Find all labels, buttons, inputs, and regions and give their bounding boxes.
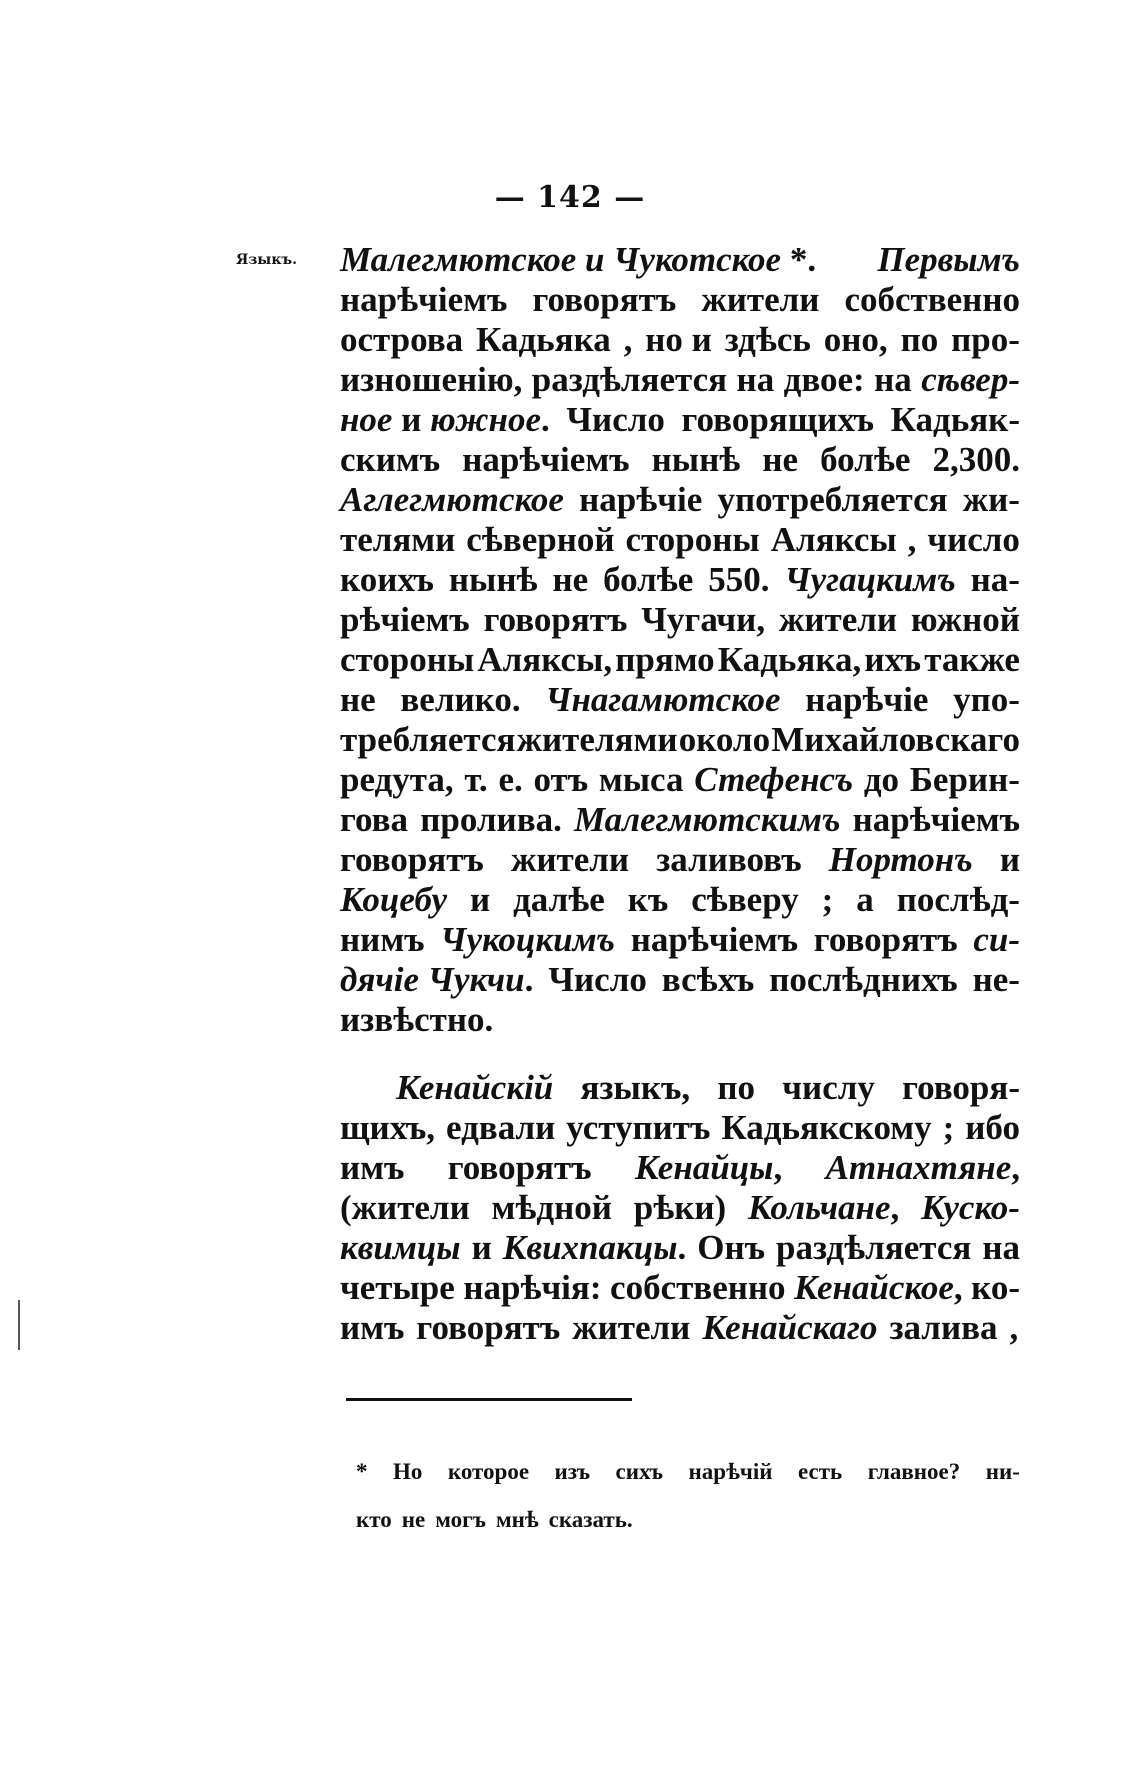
text-line: [340, 720, 1020, 760]
word: едвали: [446, 1108, 556, 1147]
text-line: [340, 520, 1020, 560]
word: а: [856, 880, 874, 919]
word: Кенайское,: [794, 1268, 963, 1307]
text-line: [340, 920, 1020, 960]
word: числу: [782, 1068, 875, 1107]
word: Куско-: [921, 1188, 1020, 1227]
word: четыре: [340, 1268, 455, 1307]
word: упо-: [953, 680, 1020, 719]
text-line: [340, 960, 1020, 1000]
word: Нортонъ: [828, 840, 973, 879]
text-line: [340, 880, 1020, 920]
text-line: [340, 800, 1020, 840]
text-line: [340, 280, 1020, 320]
margin-note: Языкъ.: [236, 252, 298, 268]
word: южной: [910, 600, 1020, 639]
word: нарѣчіемъ: [852, 800, 1020, 839]
word: Берин-: [909, 760, 1020, 799]
word: острова: [340, 320, 464, 359]
word: про-: [951, 320, 1020, 359]
footnote-divider: [346, 1398, 632, 1401]
word: не: [340, 680, 376, 719]
word: Атнахтяне,: [825, 1148, 1020, 1187]
footnote-word: изъ: [554, 1459, 591, 1484]
word: собственно: [844, 280, 1020, 319]
word: нарѣчіе: [579, 480, 703, 519]
word: ихъ: [864, 640, 922, 679]
word: собственно: [610, 1268, 786, 1307]
word: сѣверной: [466, 520, 615, 559]
word: нарѣчіемъ: [462, 440, 630, 479]
word: но и: [645, 320, 712, 359]
word: щихъ,: [340, 1108, 436, 1147]
word: редута,: [340, 760, 454, 799]
word: жители: [701, 280, 820, 319]
word: болѣе: [820, 440, 911, 479]
word: и: [471, 1228, 492, 1267]
text-line: [340, 640, 1020, 680]
word: Онъ: [697, 1228, 766, 1267]
text-line: [340, 400, 1020, 440]
word: дячіе Чукчи.: [340, 960, 534, 999]
word: т.: [464, 760, 488, 799]
word: далѣе: [513, 880, 605, 919]
word: не: [762, 440, 799, 479]
text-line: [340, 360, 1020, 400]
word: Первымъ: [877, 240, 1020, 279]
word: нынѣ: [448, 560, 538, 599]
word: Кольчане,: [748, 1188, 900, 1227]
footnote-word: *: [356, 1459, 368, 1484]
word: телями: [340, 520, 456, 559]
word: велико.: [400, 680, 521, 719]
footnote-word: Но: [393, 1459, 423, 1484]
word: раздѣляется: [531, 360, 728, 399]
word: жители: [778, 600, 898, 639]
word: языкъ,: [580, 1068, 691, 1107]
word: по: [717, 1068, 756, 1107]
word: изношенію,: [340, 360, 523, 399]
word: рѣки): [633, 1188, 727, 1227]
word: и: [999, 840, 1020, 879]
word: Коцебу: [340, 880, 447, 919]
word: говорятъ: [813, 920, 958, 959]
word: здѣсь: [724, 320, 811, 359]
word: болѣе: [603, 560, 694, 599]
word: говорятъ: [416, 1308, 561, 1347]
word: говорятъ: [340, 840, 484, 879]
word: нимъ: [340, 920, 425, 959]
word: Чукоцкимъ: [440, 920, 615, 959]
word: мѣдной: [491, 1188, 612, 1227]
word: послѣднихъ: [769, 960, 958, 999]
word: стороны: [625, 520, 760, 559]
footnote-word: сказать.: [548, 1507, 633, 1532]
footnote-word: могъ: [435, 1507, 486, 1532]
text-line: [340, 1228, 1020, 1268]
word: жители: [572, 1308, 691, 1347]
word: Аляксы: [770, 520, 897, 559]
word: 550.: [708, 560, 770, 599]
text-line: [340, 1268, 1020, 1308]
word: къ: [627, 880, 669, 919]
word: говорятъ: [447, 1148, 592, 1187]
footnote-word: которое: [447, 1459, 530, 1484]
word: Чугачи,: [641, 600, 766, 639]
text-line: [340, 1000, 1020, 1040]
word: прямо: [615, 640, 715, 679]
word: отъ: [533, 760, 589, 799]
word: жи-: [962, 480, 1020, 519]
word: мыса: [598, 760, 684, 799]
word: стороны: [340, 640, 475, 679]
word: не: [552, 560, 589, 599]
word: квимцы: [340, 1228, 461, 1267]
word: ибо: [965, 1108, 1020, 1147]
text-line: [340, 240, 1020, 280]
word: двое:: [783, 360, 865, 399]
text-line: [340, 320, 1020, 360]
word: Чугацкимъ: [784, 560, 956, 599]
word: говоря-: [902, 1068, 1020, 1107]
text-line: [340, 560, 1020, 600]
word: говорятъ: [483, 600, 628, 639]
text-line: [340, 600, 1020, 640]
footnote-word: не: [401, 1507, 426, 1532]
word: Кадьякскому: [721, 1108, 932, 1147]
page-number: — 142 —: [494, 180, 646, 215]
word: рѣчіемъ: [340, 600, 470, 639]
word: до: [863, 760, 900, 799]
text-line: [340, 760, 1020, 800]
text-line: [340, 680, 1020, 720]
word: число: [927, 520, 1020, 559]
word: ,: [907, 520, 917, 559]
word: говорящихъ: [681, 400, 874, 439]
word: нарѣчіе: [805, 680, 929, 719]
word: коихъ: [340, 560, 434, 599]
word: на: [982, 1228, 1020, 1267]
word: не-: [972, 960, 1020, 999]
word: Число: [566, 400, 665, 439]
word: Чнагамютское: [545, 680, 781, 719]
scan-edge-mark: [18, 1300, 20, 1350]
footnote-word: нарѣчій: [688, 1459, 773, 1484]
word: употребляется: [717, 480, 948, 519]
word: Малегмютское и Чукотское *.: [340, 240, 817, 279]
text-line: [340, 1108, 1020, 1148]
word: на: [736, 360, 775, 399]
word: Малегмютскимъ: [574, 800, 841, 839]
word: жители: [510, 840, 630, 879]
footnote-line: [356, 1448, 1020, 1496]
word: нынѣ: [651, 440, 741, 479]
word: ное и южное.: [340, 400, 550, 439]
word: всѣхъ: [661, 960, 755, 999]
word: по: [900, 320, 939, 359]
word: Михайловскаго: [771, 720, 1020, 759]
word: Кадьяк-: [890, 400, 1020, 439]
word: (жители: [340, 1188, 470, 1227]
text-line: [340, 440, 1020, 480]
word: также: [924, 640, 1020, 679]
word: Кенайскаго: [702, 1308, 878, 1347]
footnote: [356, 1448, 1020, 1544]
word: и: [469, 880, 491, 919]
word: пролива.: [420, 800, 562, 839]
text-line: [340, 480, 1020, 520]
word: Квихпакцы.: [502, 1228, 687, 1267]
word: жителями: [516, 720, 678, 759]
word: Аглегмютское: [340, 480, 564, 519]
word: на-: [970, 560, 1020, 599]
word: си-: [973, 920, 1020, 959]
text-line: [340, 1068, 1020, 1108]
footnote-word: сихъ: [615, 1459, 664, 1484]
text-line: [340, 840, 1020, 880]
word: Кадьяка,: [717, 640, 862, 679]
word: Кадьяка: [476, 320, 611, 359]
word: раздѣляется: [776, 1228, 972, 1267]
word: ко-: [971, 1268, 1020, 1307]
word: Число: [548, 960, 647, 999]
footnote-line: [356, 1496, 1020, 1544]
word: уступитъ: [566, 1108, 711, 1147]
word: ,: [1009, 1308, 1019, 1347]
footnote-word: есть: [798, 1459, 843, 1484]
footnote-word: главное?: [867, 1459, 961, 1484]
word: нарѣчіемъ: [630, 920, 799, 959]
text-line: [340, 1148, 1020, 1188]
word: Кенайцы,: [634, 1148, 783, 1187]
word: гова: [340, 800, 409, 839]
text-line: [340, 1188, 1020, 1228]
word: извѣстно.: [340, 1000, 494, 1039]
word: около: [678, 720, 771, 759]
word: Стефенсъ: [694, 760, 854, 799]
word: скимъ: [340, 440, 441, 479]
word: говорятъ: [532, 280, 677, 319]
word: сѣверу: [691, 880, 799, 919]
word: ,: [623, 320, 633, 359]
word: послѣд-: [896, 880, 1020, 919]
word: имъ: [340, 1308, 405, 1347]
word: требляется: [340, 720, 516, 759]
word: нарѣчія:: [463, 1268, 602, 1307]
word: ;: [942, 1108, 955, 1147]
body-text: [340, 240, 1020, 1348]
word: имъ: [340, 1148, 405, 1187]
footnote-word: мнѣ: [495, 1507, 539, 1532]
word: Аляксы,: [477, 640, 613, 679]
word: е.: [498, 760, 523, 799]
word: сѣвер-: [921, 360, 1020, 399]
word: Кенайскій: [396, 1068, 554, 1107]
footnote-word: ни-: [985, 1459, 1020, 1484]
word: ;: [821, 880, 834, 919]
text-line: [340, 1308, 1020, 1348]
word: нарѣчіемъ: [340, 280, 508, 319]
word: заливовъ: [656, 840, 802, 879]
footnote-word: кто: [356, 1507, 392, 1532]
word: на: [874, 360, 912, 399]
word: залива: [889, 1308, 998, 1347]
word: 2,300.: [932, 440, 1020, 479]
word: оно,: [823, 320, 888, 359]
